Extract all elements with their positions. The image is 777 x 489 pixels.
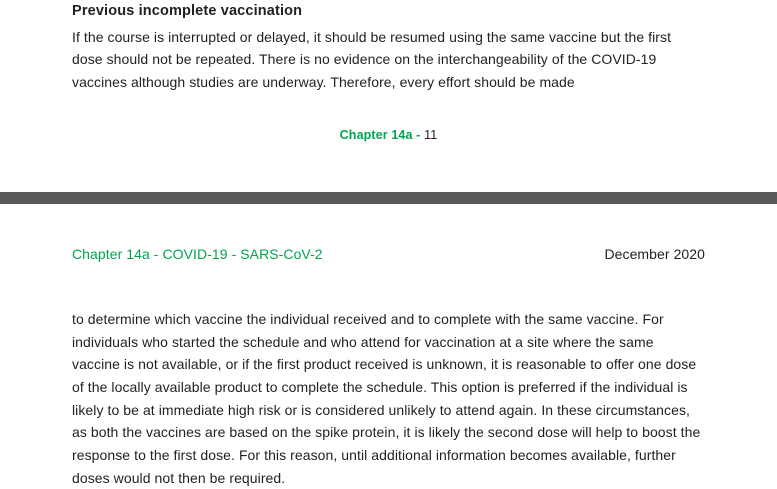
running-head — [72, 218, 705, 262]
running-head-chapter-ref: Chapter 14a - COVID-19 - SARS-CoV-2 — [72, 246, 323, 262]
footer-page-number: 11 — [424, 127, 438, 142]
body-paragraph: If the course is interrupted or delayed, it should be resumed using the same vaccine but the first dose should not be repeated. There is no evidence on the interchangeability of the COVID-19 vaccines although studies are underway. Therefore, every effort should be made — [72, 28, 672, 90]
section-heading: Previous incomplete vaccination — [72, 3, 303, 19]
page-gap-lower — [0, 204, 777, 218]
body-paragraph: to determine which vaccine the individual received and to complete with the same vaccine. For individuals who started the schedule and who attend for vaccination at a site where the same vaccine is not available, or if the first product received is unknown, it is reasonable to offer one dose of the locally available product to complete the schedule. This option is preferred if the individual is likely to be at immediate high risk or is considered unlikely to attend again. In these circumstances, as both the vaccines are based on the spike protein, it is likely the second dose will help to boost the response to the first dose. For this reason, until additional information becomes available, further doses would not then be required. — [72, 311, 701, 486]
running-head-date: December 2020 — [604, 246, 705, 262]
page-gap-upper — [0, 178, 777, 192]
page-separator-bar — [0, 192, 777, 204]
footer-chapter-label: Chapter 14a - — [339, 127, 421, 142]
document-page-top — [0, 0, 777, 178]
document-page-bottom — [0, 218, 777, 486]
page-footer — [72, 128, 705, 142]
